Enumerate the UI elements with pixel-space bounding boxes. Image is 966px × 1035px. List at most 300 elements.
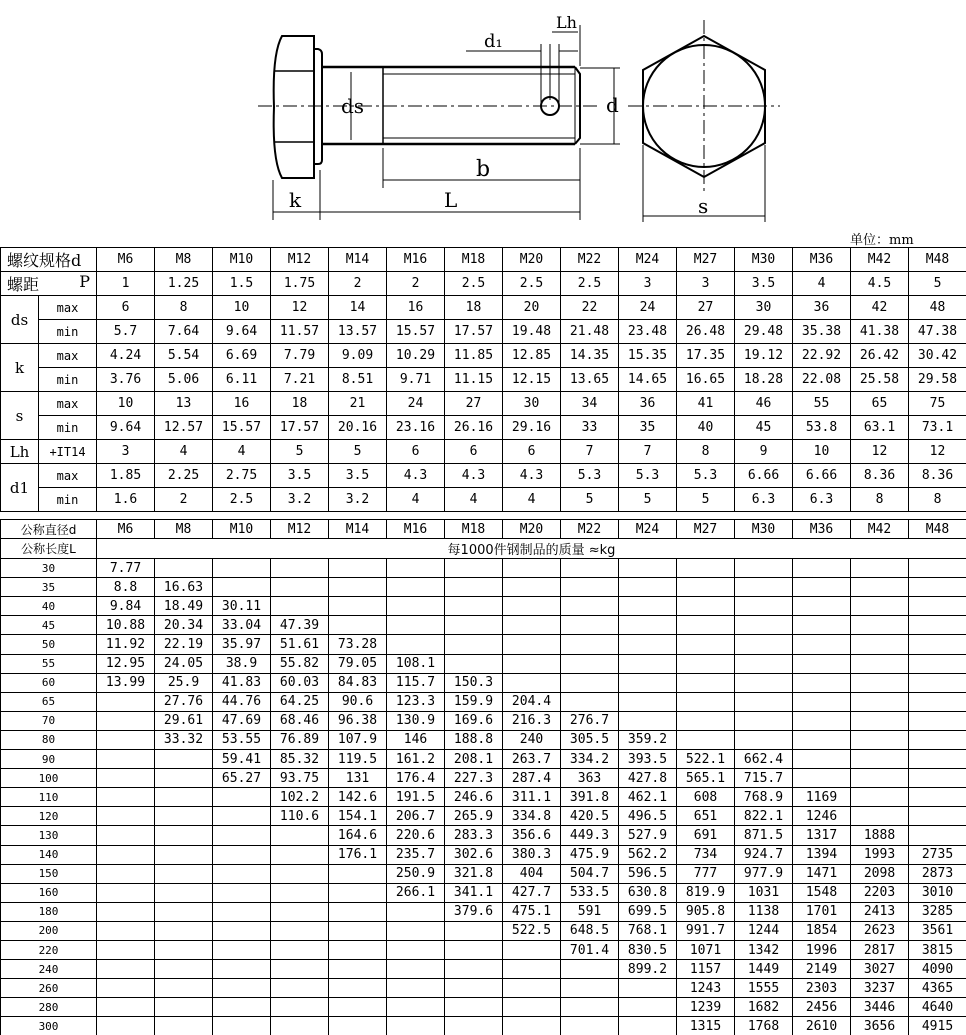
mass-value: 84.83 xyxy=(329,673,387,692)
dimension-value: 6.3 xyxy=(793,488,851,512)
mass-value: 1993 xyxy=(851,845,909,864)
mass-value xyxy=(561,1017,619,1035)
mass-value xyxy=(909,807,966,826)
pitch-value: 3 xyxy=(619,272,677,296)
mass-value xyxy=(851,559,909,578)
dimension-value: 2.25 xyxy=(155,464,213,488)
mass-value: 1701 xyxy=(793,902,851,921)
mass-value xyxy=(619,635,677,654)
pitch-value: 1.25 xyxy=(155,272,213,296)
mass-row xyxy=(1,692,966,711)
mass-value xyxy=(213,845,271,864)
dimension-value: 3.5 xyxy=(271,464,329,488)
mass-value xyxy=(97,692,155,711)
mass-value xyxy=(155,845,213,864)
dimension-value: 7.64 xyxy=(155,320,213,344)
mass-value: 2623 xyxy=(851,921,909,940)
dimension-value: 8.36 xyxy=(909,464,966,488)
mass-value xyxy=(445,979,503,998)
mass-value xyxy=(445,1017,503,1035)
mass-value xyxy=(155,864,213,883)
mass-value: 3446 xyxy=(851,998,909,1017)
length-value: 240 xyxy=(1,960,97,979)
dimension-value: 18 xyxy=(445,296,503,320)
dimension-value: 46 xyxy=(735,392,793,416)
pitch-value: 4 xyxy=(793,272,851,296)
mass-value: 359.2 xyxy=(619,730,677,749)
size-header: M27 xyxy=(677,248,735,272)
dimension-value: 3 xyxy=(97,440,155,464)
mass-value: 380.3 xyxy=(503,845,561,864)
size-header: M12 xyxy=(271,520,329,539)
mass-value xyxy=(503,654,561,673)
mass-value: 65.27 xyxy=(213,769,271,788)
mass-value xyxy=(213,788,271,807)
mass-value xyxy=(793,597,851,616)
pitch-value: 4.5 xyxy=(851,272,909,296)
mass-value xyxy=(329,864,387,883)
mass-value: 630.8 xyxy=(619,883,677,902)
dimension-value: 23.16 xyxy=(387,416,445,440)
mass-value xyxy=(213,826,271,845)
mass-value xyxy=(793,769,851,788)
mass-value: 55.82 xyxy=(271,654,329,673)
dimension-value: 12 xyxy=(271,296,329,320)
dimension-value: 10 xyxy=(793,440,851,464)
dimension-value: 18.28 xyxy=(735,368,793,392)
mass-value: 227.3 xyxy=(445,769,503,788)
mass-value xyxy=(793,750,851,769)
dimension-value: 3.76 xyxy=(97,368,155,392)
mass-value xyxy=(329,559,387,578)
mass-value xyxy=(677,635,735,654)
mass-value xyxy=(793,692,851,711)
mass-value: 263.7 xyxy=(503,750,561,769)
mass-value: 3027 xyxy=(851,960,909,979)
mass-value: 164.6 xyxy=(329,826,387,845)
mass-value xyxy=(329,902,387,921)
dimension-value: 14.35 xyxy=(561,344,619,368)
mass-value xyxy=(619,673,677,692)
size-header: M6 xyxy=(97,248,155,272)
mass-value xyxy=(619,654,677,673)
dimension-value: 5 xyxy=(677,488,735,512)
mass-value xyxy=(387,616,445,635)
mass-value xyxy=(793,654,851,673)
mass-value: 287.4 xyxy=(503,769,561,788)
mass-value: 1244 xyxy=(735,921,793,940)
dimension-value: 8 xyxy=(851,488,909,512)
group-label-s: s xyxy=(1,392,39,440)
length-value: 30 xyxy=(1,559,97,578)
mass-value xyxy=(503,635,561,654)
mass-value xyxy=(735,673,793,692)
mass-value xyxy=(271,578,329,597)
mass-value xyxy=(329,921,387,940)
mass-value: 1246 xyxy=(793,807,851,826)
dimension-value: 47.38 xyxy=(909,320,966,344)
size-header: M36 xyxy=(793,520,851,539)
mass-value xyxy=(619,711,677,730)
mass-value xyxy=(155,998,213,1017)
mass-value: 1768 xyxy=(735,1017,793,1035)
mass-value xyxy=(909,635,966,654)
mass-value xyxy=(619,559,677,578)
dimension-row xyxy=(1,320,966,344)
mass-value xyxy=(851,635,909,654)
mass-value xyxy=(735,635,793,654)
mass-value xyxy=(387,921,445,940)
dimension-value: 16.65 xyxy=(677,368,735,392)
dimension-value: 23.48 xyxy=(619,320,677,344)
mass-value: 20.34 xyxy=(155,616,213,635)
mass-value xyxy=(329,578,387,597)
mass-value xyxy=(97,750,155,769)
dimension-value: 36 xyxy=(793,296,851,320)
mass-value xyxy=(561,654,619,673)
mass-value xyxy=(387,597,445,616)
dimension-row xyxy=(1,488,966,512)
mass-value xyxy=(851,730,909,749)
group-label-k: k xyxy=(1,344,39,392)
dimension-value: 5 xyxy=(619,488,677,512)
mass-value xyxy=(155,826,213,845)
dimension-value: 6 xyxy=(97,296,155,320)
mass-value xyxy=(155,788,213,807)
mass-value: 1996 xyxy=(793,940,851,959)
label-d: d xyxy=(606,93,619,117)
mass-row xyxy=(1,788,966,807)
mass-value xyxy=(677,559,735,578)
mass-value: 265.9 xyxy=(445,807,503,826)
pitch-row xyxy=(1,272,966,296)
mass-value xyxy=(909,750,966,769)
mass-value: 341.1 xyxy=(445,883,503,902)
dimension-value: 29.16 xyxy=(503,416,561,440)
mass-value xyxy=(387,998,445,1017)
dimension-value: 14 xyxy=(329,296,387,320)
mass-value xyxy=(155,1017,213,1035)
mass-value xyxy=(851,616,909,635)
svg-text:ds: ds xyxy=(341,94,365,118)
mass-value: 715.7 xyxy=(735,769,793,788)
dimension-value: 19.48 xyxy=(503,320,561,344)
mass-value xyxy=(677,597,735,616)
mass-row xyxy=(1,826,966,845)
group-label-lh: Lh xyxy=(1,440,39,464)
mass-value xyxy=(619,597,677,616)
dimension-value: 17.35 xyxy=(677,344,735,368)
mass-value: 64.25 xyxy=(271,692,329,711)
note-row xyxy=(1,539,966,559)
mass-value xyxy=(503,597,561,616)
dimension-value: 7 xyxy=(561,440,619,464)
mass-row xyxy=(1,845,966,864)
dimension-value: 16 xyxy=(387,296,445,320)
dimension-value: 30 xyxy=(503,392,561,416)
length-value: 40 xyxy=(1,597,97,616)
mass-value xyxy=(213,979,271,998)
group-label-ds: ds xyxy=(1,296,39,344)
pitch-value: 1.75 xyxy=(271,272,329,296)
mass-row xyxy=(1,998,966,1017)
mass-value xyxy=(561,635,619,654)
dimension-value: 18 xyxy=(271,392,329,416)
sub-label: min xyxy=(39,416,97,440)
mass-value xyxy=(909,711,966,730)
dimension-value: 19.12 xyxy=(735,344,793,368)
mass-value xyxy=(271,902,329,921)
size-header: M8 xyxy=(155,248,213,272)
mass-value xyxy=(793,635,851,654)
dimension-value: 10.29 xyxy=(387,344,445,368)
mass-value xyxy=(735,730,793,749)
mass-value: 276.7 xyxy=(561,711,619,730)
dimension-value: 13.57 xyxy=(329,320,387,344)
dimension-value: 27 xyxy=(677,296,735,320)
mass-value: 1157 xyxy=(677,960,735,979)
dimension-value: 42 xyxy=(851,296,909,320)
length-value: 130 xyxy=(1,826,97,845)
mass-row xyxy=(1,750,966,769)
mass-value xyxy=(271,597,329,616)
mass-value xyxy=(503,979,561,998)
mass-value xyxy=(97,788,155,807)
mass-row xyxy=(1,635,966,654)
dimension-value: 9.09 xyxy=(329,344,387,368)
dimension-value: 6 xyxy=(445,440,503,464)
pitch-value: 1 xyxy=(97,272,155,296)
pitch-label-cn: 螺距 xyxy=(7,275,40,294)
mass-value: 565.1 xyxy=(677,769,735,788)
mass-value: 2303 xyxy=(793,979,851,998)
mass-value: 73.28 xyxy=(329,635,387,654)
mass-value xyxy=(735,578,793,597)
mass-value xyxy=(329,940,387,959)
mass-row xyxy=(1,654,966,673)
length-value: 160 xyxy=(1,883,97,902)
mass-value xyxy=(387,979,445,998)
mass-value xyxy=(329,1017,387,1035)
mass-value xyxy=(329,960,387,979)
mass-value xyxy=(213,578,271,597)
length-value: 120 xyxy=(1,807,97,826)
mass-value xyxy=(213,902,271,921)
mass-value: 496.5 xyxy=(619,807,677,826)
mass-value xyxy=(329,597,387,616)
dimension-value: 75 xyxy=(909,392,966,416)
mass-value: 47.69 xyxy=(213,711,271,730)
mass-value: 142.6 xyxy=(329,788,387,807)
mass-value: 33.04 xyxy=(213,616,271,635)
mass-value xyxy=(793,578,851,597)
mass-value xyxy=(851,788,909,807)
mass-value: 1342 xyxy=(735,940,793,959)
mass-value: 3815 xyxy=(909,940,966,959)
mass-value xyxy=(97,769,155,788)
dimension-value: 5.06 xyxy=(155,368,213,392)
dimension-value: 5 xyxy=(561,488,619,512)
dimension-value: 17.57 xyxy=(445,320,503,344)
mass-value xyxy=(445,559,503,578)
mass-value: 527.9 xyxy=(619,826,677,845)
mass-value xyxy=(329,616,387,635)
mass-value: 393.5 xyxy=(619,750,677,769)
dimension-value: 6.66 xyxy=(793,464,851,488)
mass-value xyxy=(271,921,329,940)
mass-row xyxy=(1,673,966,692)
mass-row xyxy=(1,940,966,959)
dimension-value: 63.1 xyxy=(851,416,909,440)
mass-value: 53.55 xyxy=(213,730,271,749)
mass-note: 每1000件钢制品的质量 ≈kg xyxy=(97,539,966,559)
dimension-row xyxy=(1,344,966,368)
dimension-value: 26.48 xyxy=(677,320,735,344)
sub-label: min xyxy=(39,320,97,344)
dimension-row xyxy=(1,392,966,416)
size-header: M18 xyxy=(445,248,503,272)
mass-value xyxy=(213,921,271,940)
pitch-value: 2.5 xyxy=(445,272,503,296)
mass-value xyxy=(155,769,213,788)
mass-value xyxy=(445,578,503,597)
dimension-value: 8 xyxy=(677,440,735,464)
mass-value xyxy=(97,1017,155,1035)
dimension-value: 2 xyxy=(155,488,213,512)
size-header: M42 xyxy=(851,520,909,539)
mass-value: 4915 xyxy=(909,1017,966,1035)
mass-value: 321.8 xyxy=(445,864,503,883)
mass-row xyxy=(1,807,966,826)
mass-value xyxy=(503,673,561,692)
mass-value: 699.5 xyxy=(619,902,677,921)
mass-value: 475.9 xyxy=(561,845,619,864)
dimension-value: 41 xyxy=(677,392,735,416)
size-header: M36 xyxy=(793,248,851,272)
mass-value: 33.32 xyxy=(155,730,213,749)
mass-value: 169.6 xyxy=(445,711,503,730)
mass-value: 246.6 xyxy=(445,788,503,807)
dimension-value: 6 xyxy=(503,440,561,464)
svg-text:Lh: Lh xyxy=(556,13,577,32)
mass-value: 363 xyxy=(561,769,619,788)
dimension-value: 5.3 xyxy=(561,464,619,488)
dimension-value: 5 xyxy=(271,440,329,464)
mass-value xyxy=(793,616,851,635)
mass-value xyxy=(619,616,677,635)
mass-value: 1317 xyxy=(793,826,851,845)
mass-value: 41.83 xyxy=(213,673,271,692)
dimension-value: 3.2 xyxy=(271,488,329,512)
mass-value xyxy=(909,559,966,578)
mass-value xyxy=(909,788,966,807)
mass-value: 1239 xyxy=(677,998,735,1017)
dimension-value: 35 xyxy=(619,416,677,440)
mass-value xyxy=(155,559,213,578)
mass-value: 206.7 xyxy=(387,807,445,826)
mass-value: 131 xyxy=(329,769,387,788)
mass-value: 822.1 xyxy=(735,807,793,826)
mass-value: 1854 xyxy=(793,921,851,940)
dimension-value: 9.71 xyxy=(387,368,445,392)
mass-value: 522.1 xyxy=(677,750,735,769)
mass-value: 110.6 xyxy=(271,807,329,826)
length-value: 65 xyxy=(1,692,97,711)
mass-value: 216.3 xyxy=(503,711,561,730)
dimension-value: 29.58 xyxy=(909,368,966,392)
dimension-value: 13 xyxy=(155,392,213,416)
unit-label: 单位：mm xyxy=(850,233,914,248)
mass-value xyxy=(909,578,966,597)
mass-value: 427.7 xyxy=(503,883,561,902)
mass-value: 2413 xyxy=(851,902,909,921)
bolt-technical-drawing xyxy=(0,0,966,230)
length-value: 260 xyxy=(1,979,97,998)
length-value: 50 xyxy=(1,635,97,654)
pitch-value: 2.5 xyxy=(561,272,619,296)
pitch-label-symbol: P xyxy=(79,272,90,291)
mass-value: 1138 xyxy=(735,902,793,921)
dimension-value: 1.6 xyxy=(97,488,155,512)
dimension-value: 55 xyxy=(793,392,851,416)
length-value: 80 xyxy=(1,730,97,749)
mass-value: 1031 xyxy=(735,883,793,902)
mass-row xyxy=(1,711,966,730)
mass-value: 3010 xyxy=(909,883,966,902)
mass-value xyxy=(445,635,503,654)
pitch-label xyxy=(1,272,97,296)
dimension-value: 22 xyxy=(561,296,619,320)
mass-value: 899.2 xyxy=(619,960,677,979)
mass-value: 2149 xyxy=(793,960,851,979)
mass-value: 38.9 xyxy=(213,654,271,673)
mass-value: 608 xyxy=(677,788,735,807)
dimension-value: 36 xyxy=(619,392,677,416)
mass-value: 220.6 xyxy=(387,826,445,845)
dimension-value: 6.66 xyxy=(735,464,793,488)
mass-value: 22.19 xyxy=(155,635,213,654)
mass-value xyxy=(97,883,155,902)
dimension-value: 5 xyxy=(329,440,387,464)
mass-value: 79.05 xyxy=(329,654,387,673)
dimension-value: 26.42 xyxy=(851,344,909,368)
dimension-value: 9.64 xyxy=(213,320,271,344)
size-header: M16 xyxy=(387,520,445,539)
dimension-value: 29.48 xyxy=(735,320,793,344)
size-header: M24 xyxy=(619,248,677,272)
dimension-value: 15.57 xyxy=(213,416,271,440)
dimension-value: 5.7 xyxy=(97,320,155,344)
dimension-row xyxy=(1,440,966,464)
mass-value: 662.4 xyxy=(735,750,793,769)
dimension-value: 3.5 xyxy=(329,464,387,488)
mass-value xyxy=(213,940,271,959)
mass-value xyxy=(561,692,619,711)
mass-table xyxy=(0,519,966,1035)
mass-value: 191.5 xyxy=(387,788,445,807)
dimension-value: 9.64 xyxy=(97,416,155,440)
mass-value xyxy=(271,826,329,845)
mass-value xyxy=(97,807,155,826)
mass-value xyxy=(909,730,966,749)
dimension-value: 65 xyxy=(851,392,909,416)
mass-value xyxy=(793,673,851,692)
mass-value: 13.99 xyxy=(97,673,155,692)
group-label-d1: d1 xyxy=(1,464,39,512)
mass-value xyxy=(503,960,561,979)
dimension-value: 13.65 xyxy=(561,368,619,392)
mass-value: 924.7 xyxy=(735,845,793,864)
